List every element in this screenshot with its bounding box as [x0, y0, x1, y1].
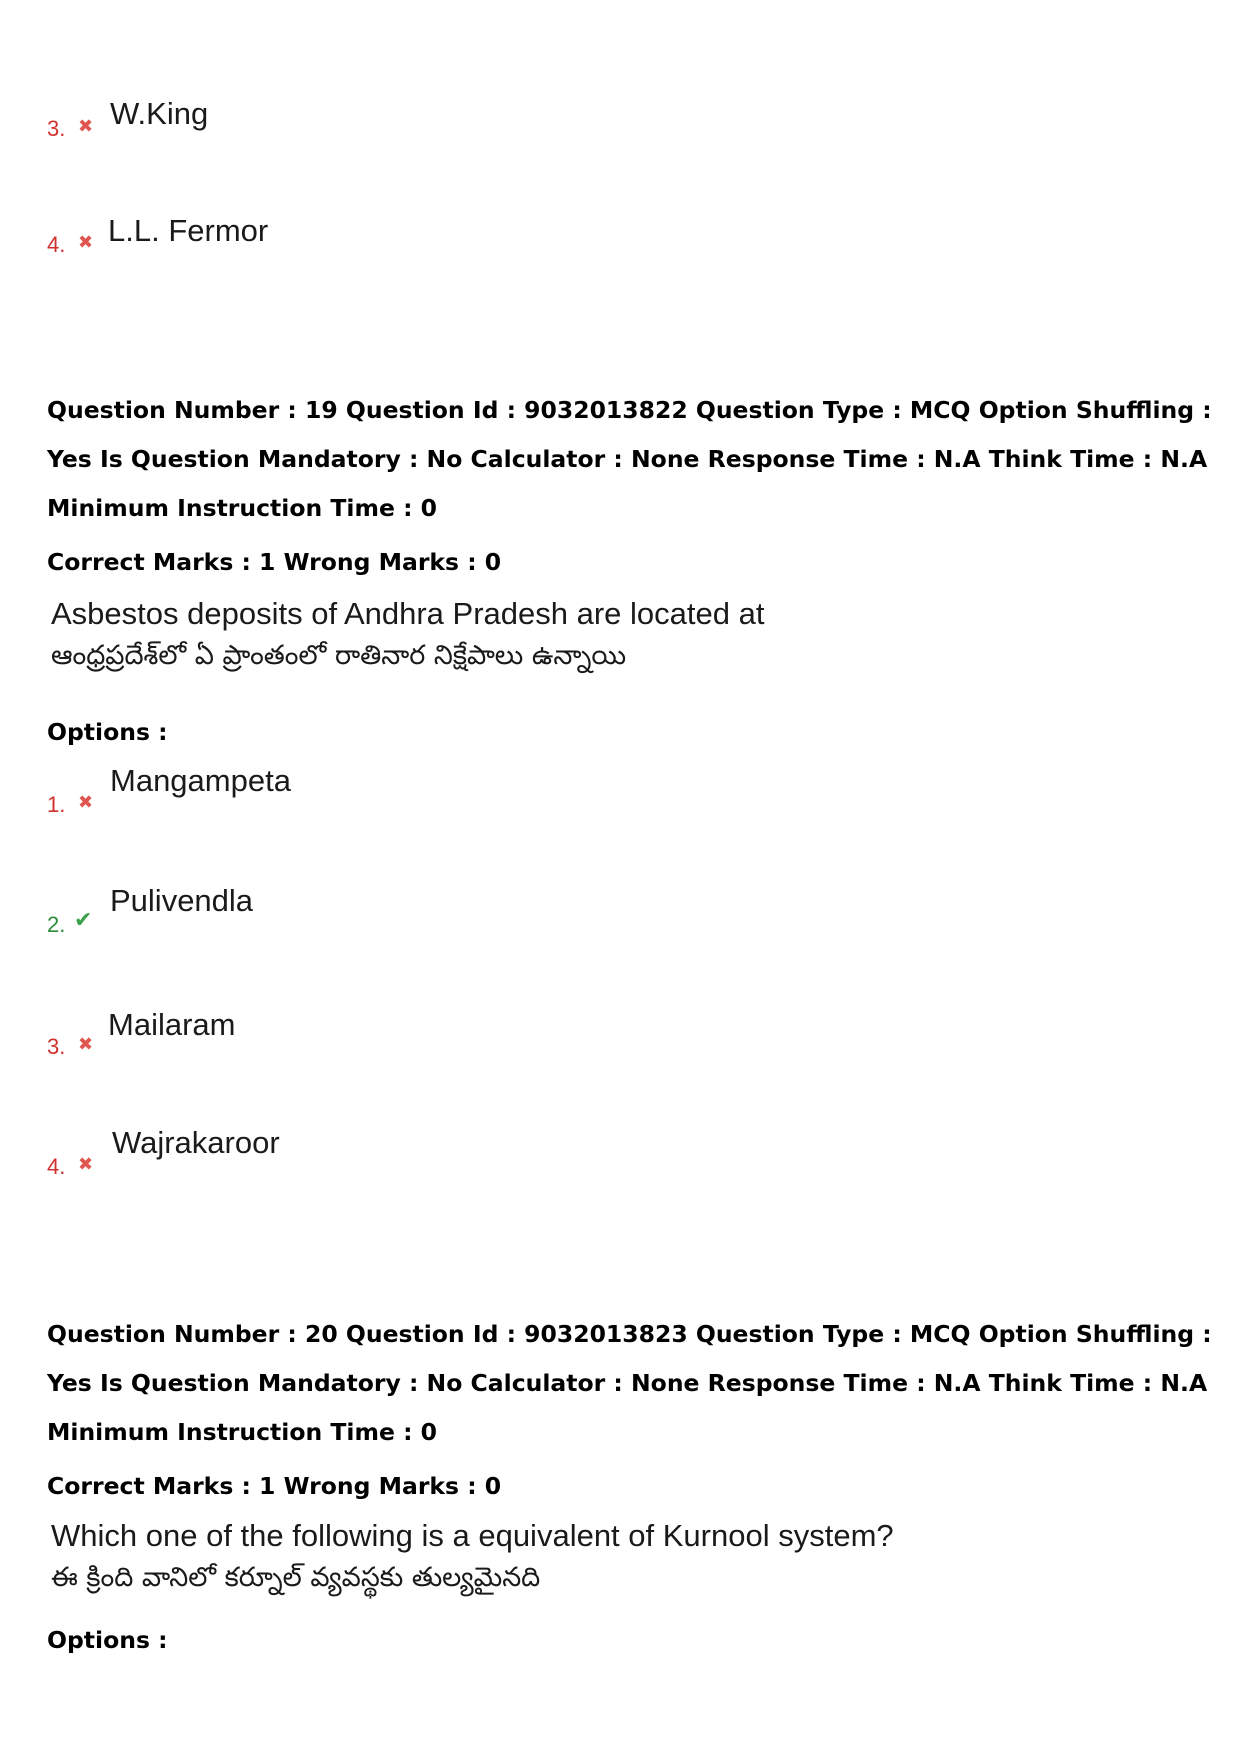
- option-number: 4.: [47, 232, 66, 257]
- wrong-mark-icon: ✖: [78, 232, 94, 253]
- option-number: 1.: [47, 792, 66, 817]
- wrong-mark-icon: ✖: [78, 1034, 94, 1055]
- option-text: Mangampeta: [110, 763, 291, 798]
- option-number: 3.: [47, 1034, 66, 1059]
- wrong-mark-icon: ✖: [78, 792, 94, 813]
- question-text-english: Asbestos deposits of Andhra Pradesh are located at: [51, 596, 765, 631]
- question-meta: Question Number : 19 Question Id : 9032013822 Question Type : MCQ Option Shuffling : Yes Is Question Mandatory : No Calculator : None Response Time : N.A Think Time : N.A Minimum Instruction Time : 0: [47, 396, 1212, 522]
- option-text: Mailaram: [108, 1007, 236, 1042]
- question-text-english: Which one of the following is a equivalent of Kurnool system?: [51, 1518, 894, 1553]
- question-text-telugu: ఈ క్రింది వానిలో కర్నూల్ వ్యవస్థకు తుల్యమైనది: [51, 1562, 541, 1593]
- option-number: 4.: [47, 1154, 66, 1179]
- option-text: W.King: [110, 96, 209, 131]
- check-mark-icon: ✔: [74, 908, 93, 933]
- options-label: Options :: [47, 718, 168, 746]
- wrong-mark-icon: ✖: [78, 1154, 94, 1175]
- question-marks: Correct Marks : 1 Wrong Marks : 0: [47, 548, 502, 576]
- option-text: Pulivendla: [110, 883, 254, 918]
- question-marks: Correct Marks : 1 Wrong Marks : 0: [47, 1472, 502, 1500]
- option-number: 3.: [47, 116, 66, 141]
- options-label: Options :: [47, 1626, 168, 1654]
- question-text-telugu: ఆంధ్రప్రదేశ్‌లో ఏ ప్రాంతంలో రాతినార నిక్షేపాలు ఉన్నాయి: [51, 640, 627, 671]
- option-number: 2.: [47, 912, 66, 937]
- question-meta: Question Number : 20 Question Id : 9032013823 Question Type : MCQ Option Shuffling : Yes Is Question Mandatory : No Calculator : None Response Time : N.A Think Time : N.A Minimum Instruction Time : 0: [47, 1320, 1212, 1446]
- option-text: L.L. Fermor: [108, 213, 269, 248]
- option-text: Wajrakaroor: [112, 1125, 280, 1160]
- wrong-mark-icon: ✖: [78, 116, 94, 137]
